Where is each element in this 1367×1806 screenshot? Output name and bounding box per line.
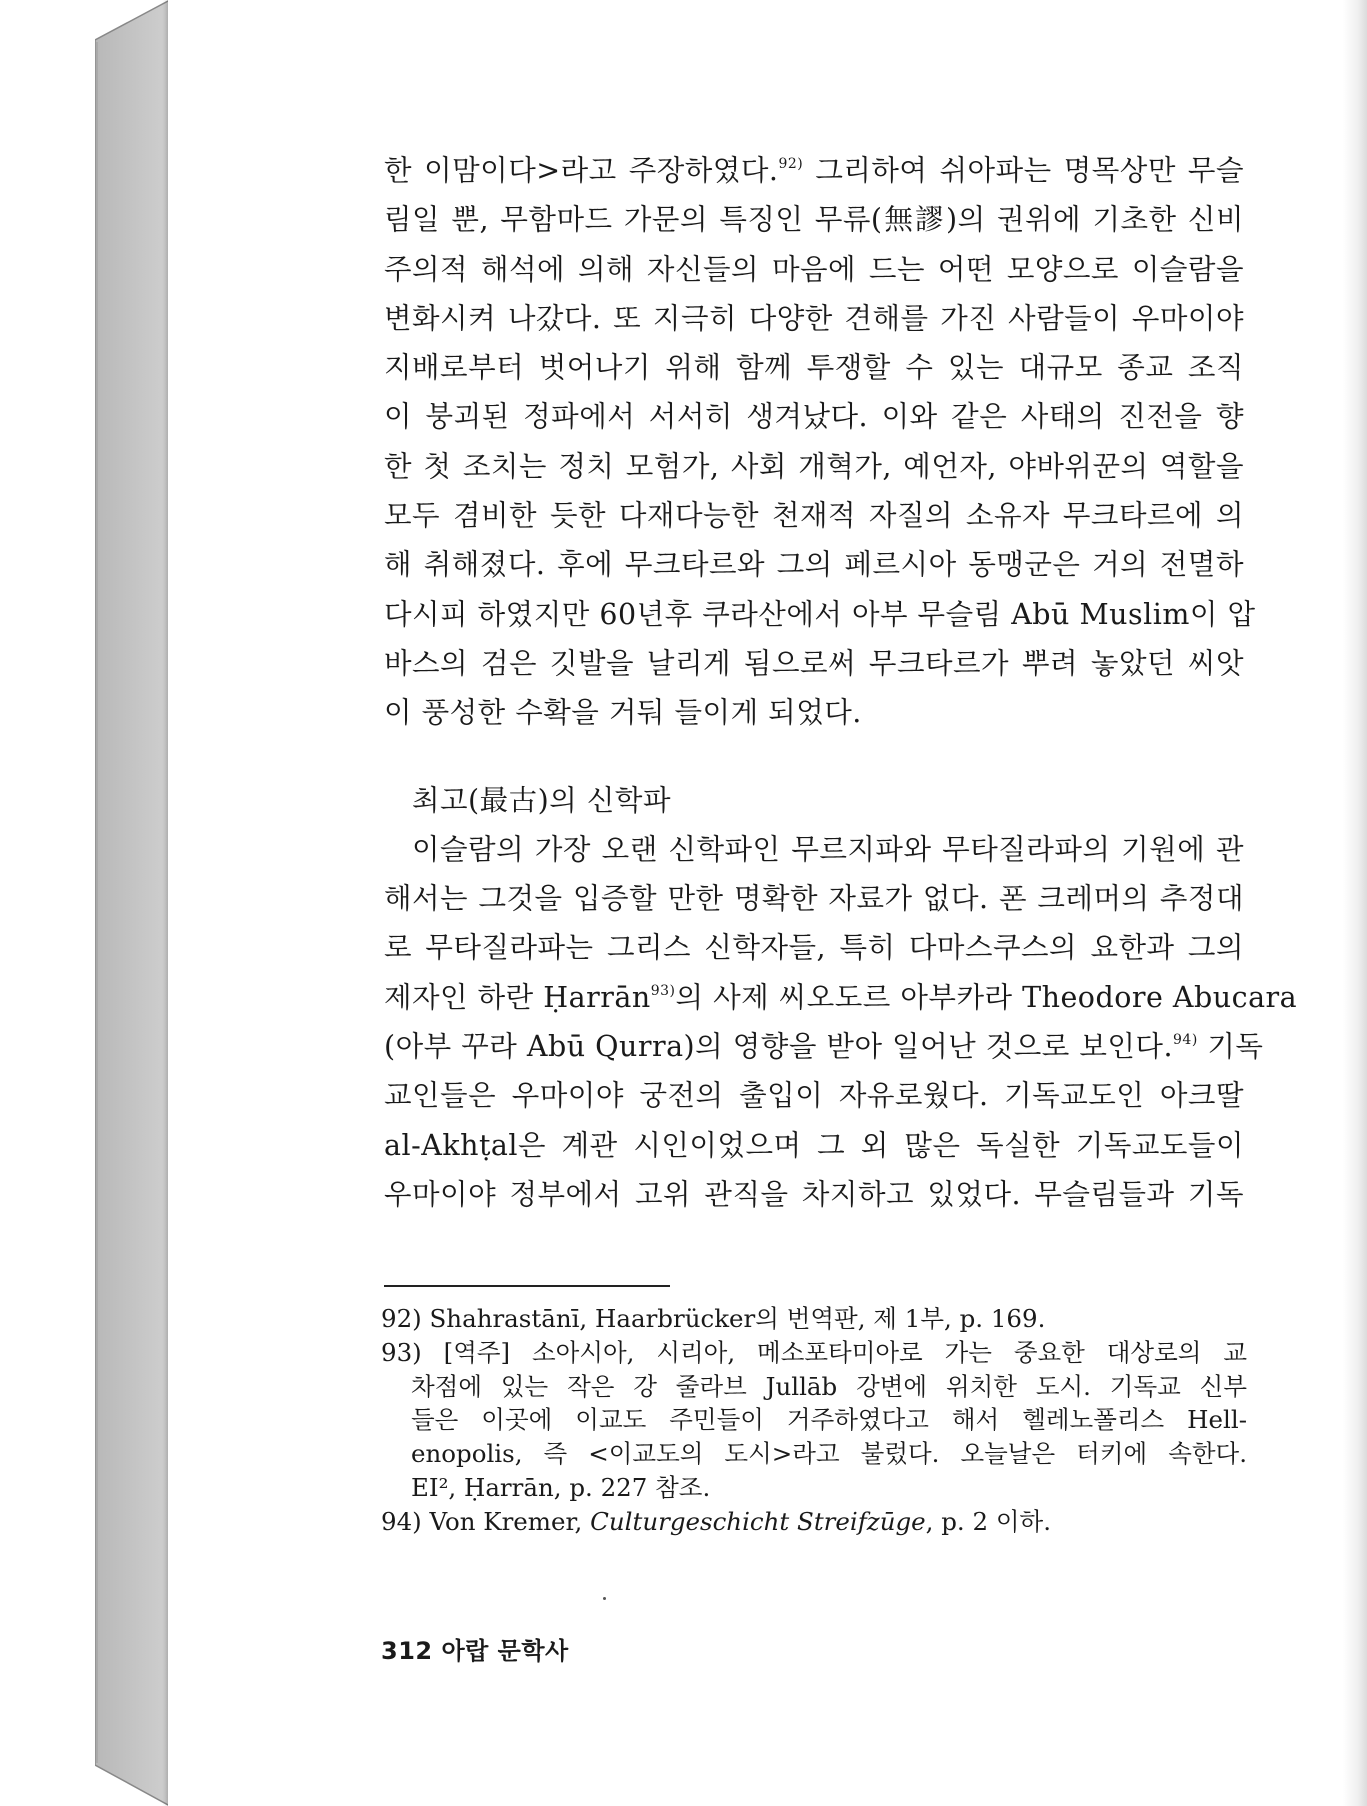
text-line: (아부 꾸라 Abū Qurra)의 영향을 받아 일어난 것으로 보인다.$^{94)}$ 기독: [384, 1030, 1264, 1064]
footnote-ref: 94): [1173, 1032, 1198, 1049]
text-line: al-Akhṭal은 계관 시인이었으며 그 외 많은 독실한 기독교도들이: [384, 1128, 1244, 1162]
text-line: 로 무타질라파는 그리스 신학자들, 특히 다마스쿠스의 요한과 그의: [384, 931, 1244, 965]
page-footer: 312 아랍 문학사: [381, 1637, 569, 1665]
paragraph-gap: [384, 738, 1244, 776]
text-line: 이 풍성한 수확을 거둬 들이게 되었다.: [384, 696, 862, 730]
text-line: 한 이맘이다>라고 주장하였다.$^{92)}$ 그리하여 쉬아파는 명목상만 무슬: [384, 154, 1244, 187]
speck: [603, 1597, 606, 1600]
footnote-ref: 93): [650, 982, 676, 999]
footnote-92: 92) Shahrastānī, Haarbrücker의 번역판, 제 1부, p. 169.: [381, 1304, 1046, 1333]
footnote-93-cont: 들은 이곳에 이교도 주민들이 거주하였다고 해서 헬레노폴리스 Hell-: [411, 1405, 1247, 1435]
footnote-93-cont: EI², Ḥarrān, p. 227 참조.: [411, 1472, 711, 1502]
text-line: 제자인 하란 Ḥarrān$^{93)}$의 사제 씨오도르 아부카라 Theodore Abucara: [384, 980, 1298, 1014]
footnote-rule: [384, 1285, 670, 1287]
text-line: 다시피 하였지만 60년후 쿠라산에서 아부 무슬림 Abū Muslim이 압: [384, 597, 1256, 631]
section-heading: 최고(最古)의 신학파: [412, 783, 671, 817]
text-line: 이 붕괴된 정파에서 서서히 생겨났다. 이와 같은 사태의 진전을 향: [384, 400, 1244, 434]
footnote-ref: 92): [778, 156, 804, 172]
footnote-93: 93) [역주] 소아시아, 시리아, 메소포타미아로 가는 중요한 대상로의 교: [381, 1337, 1247, 1367]
text-line: 바스의 검은 깃발을 날리게 됨으로써 무크타르가 뿌려 놓았던 씨앗: [384, 646, 1244, 680]
page-edge: [1343, 0, 1367, 1806]
text-line: 해 취해졌다. 후에 무크타르와 그의 페르시아 동맹군은 거의 전멸하: [384, 548, 1244, 582]
footnotes: [381, 1302, 1247, 1539]
footnote-93-cont: enopolis, 즉 <이교도의 도시>라고 불렀다. 오늘날은 터키에 속한다.: [411, 1439, 1247, 1469]
text-line: 지배로부터 벗어나기 위해 함께 투쟁할 수 있는 대규모 종교 조직: [384, 351, 1244, 385]
body-text: [384, 146, 1298, 1219]
text-line: 이슬람의 가장 오랜 신학파인 무르지파와 무타질라파의 기원에 관: [412, 832, 1244, 866]
book-cover-side: [95, 0, 175, 1806]
cited-title: Culturgeschicht Streifzūge: [590, 1506, 926, 1536]
text-line: 한 첫 조치는 정치 모험가, 사회 개혁가, 예언자, 야바위꾼의 역할을: [384, 449, 1244, 483]
text-line: 모두 겸비한 듯한 다재다능한 천재적 자질의 소유자 무크타르에 의: [384, 499, 1244, 533]
text-line: 우마이야 정부에서 고위 관직을 차지하고 있었다. 무슬림들과 기독: [384, 1177, 1244, 1211]
text-line: 교인들은 우마이야 궁전의 출입이 자유로웠다. 기독교도인 아크딸: [384, 1079, 1244, 1113]
text-line: 주의적 해석에 의해 자신들의 마음에 드는 어떤 모양으로 이슬람을: [384, 252, 1244, 286]
footnote-93-cont: 차점에 있는 작은 강 줄라브 Jullāb 강변에 위치한 도시. 기독교 신부: [411, 1371, 1247, 1401]
footnote-94: 94) Von Kremer, Culturgeschicht Streifzūge, p. 2 이하.: [381, 1506, 1052, 1536]
text-line: 해서는 그것을 입증할 만한 명확한 자료가 없다. 폰 크레머의 추정대: [384, 882, 1244, 916]
text-line: 변화시켜 나갔다. 또 지극히 다양한 견해를 가진 사람들이 우마이야: [384, 301, 1244, 335]
text-line: 림일 뿐, 무함마드 가문의 특징인 무류(無謬)의 권위에 기초한 신비: [384, 203, 1244, 237]
